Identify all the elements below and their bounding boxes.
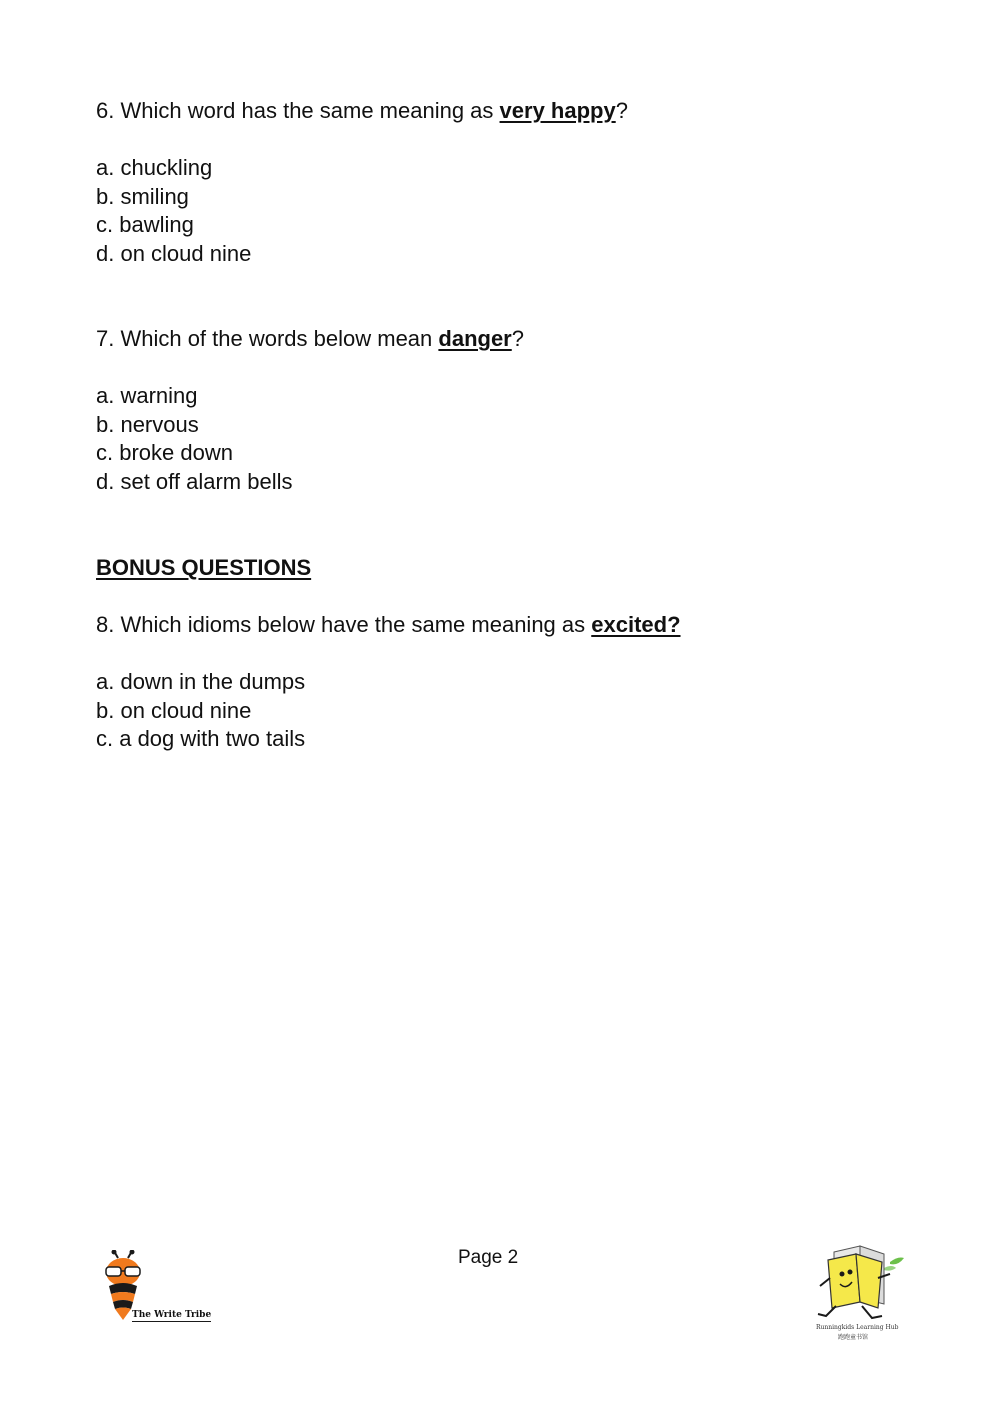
question-6-text: 6. Which word has the same meaning as [96, 98, 500, 123]
question-7-keyword: danger [438, 326, 512, 351]
question-6-option-c: c. bawling [96, 212, 194, 237]
question-6-option-d: d. on cloud nine [96, 241, 252, 266]
question-7 [96, 325, 524, 353]
question-8-text: 8. Which idioms below have the same meaning as [96, 612, 592, 637]
question-6-keyword: very happy [499, 98, 616, 123]
question-7-option-d: d. set off alarm bells [96, 469, 293, 494]
question-7-option-c: c. broke down [96, 440, 233, 465]
page-number: Page 2 [458, 1247, 519, 1268]
question-8 [96, 611, 681, 639]
question-8-option-a: a. down in the dumps [96, 669, 306, 694]
runningkids-logo-subtext: 跑跑童书馆 [838, 1334, 869, 1341]
question-7-option-b: b. nervous [96, 412, 199, 437]
write-tribe-logo [98, 1250, 210, 1330]
question-7-text: 7. Which of the words below mean [96, 326, 439, 351]
question-6-suffix: ? [615, 98, 628, 123]
question-7-suffix: ? [511, 326, 524, 351]
bonus-questions-heading: BONUS QUESTIONS [96, 555, 312, 580]
write-tribe-logo-text: The Write Tribe [132, 1310, 212, 1320]
runningkids-logo-text: Runningkids Learning Hub [816, 1324, 899, 1331]
question-6-option-a: a. chuckling [96, 155, 213, 180]
question-8-option-b: b. on cloud nine [96, 698, 252, 723]
question-7-option-a: a. warning [96, 383, 198, 408]
running-book-icon [812, 1244, 906, 1324]
question-6-option-b: b. smiling [96, 184, 189, 209]
question-8-option-c: c. a dog with two tails [96, 726, 306, 751]
question-6 [96, 97, 628, 125]
question-8-keyword: excited? [591, 612, 681, 637]
runningkids-logo [812, 1244, 912, 1344]
